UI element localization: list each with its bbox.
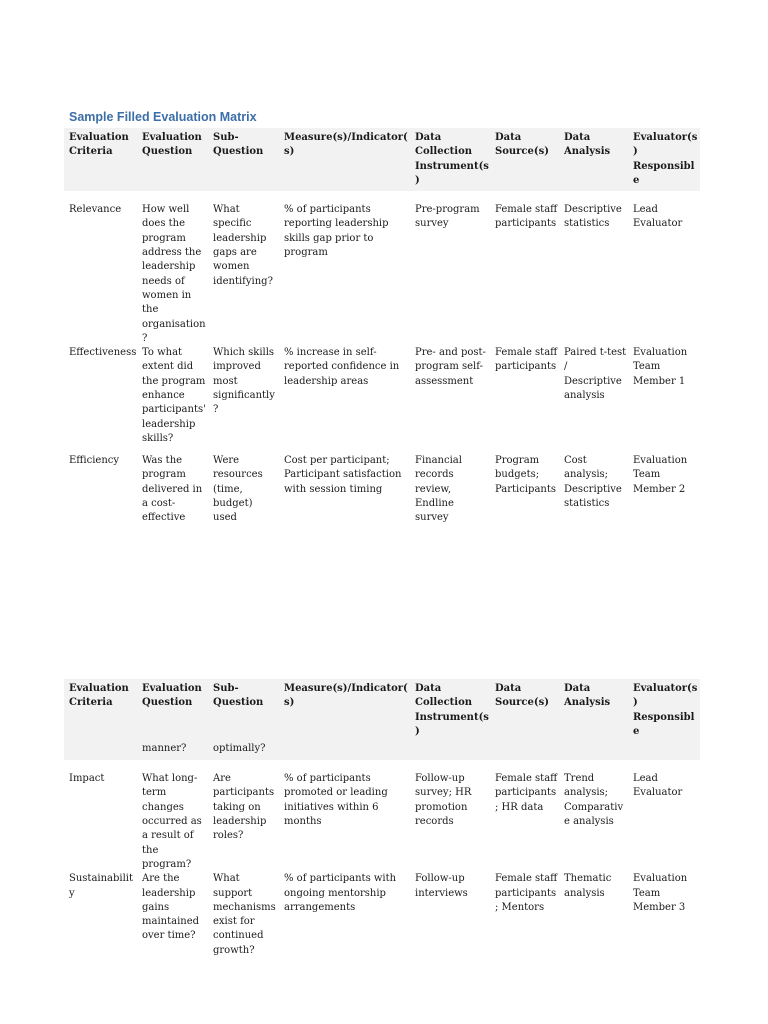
cell-source: Female staff participants; Mentors <box>495 873 558 913</box>
table-header-row <box>64 679 700 742</box>
cell-question: What long-term changes occurred as a result of the program? <box>142 773 202 870</box>
cell-instrument: Follow-up survey; HR promotion records <box>415 773 472 828</box>
header-spacer <box>64 191 700 203</box>
cell-analysis: Thematic analysis <box>564 873 612 899</box>
cell-source: Program budgets; Participants <box>495 455 556 495</box>
cell-source: Female staff participants <box>495 347 558 373</box>
header-evaluation-question: Evaluation Question <box>142 683 202 709</box>
cell-evaluator: Lead Evaluator <box>633 773 683 799</box>
cell-sub-question: Which skills improved most significantly? <box>213 347 275 416</box>
cell-source: Female staff participants; HR data <box>495 773 558 813</box>
cell-measure: % increase in self-reported confidence in leadership areas <box>284 347 400 387</box>
cell-question: Are the leadership gains maintained over time? <box>142 873 200 942</box>
cell-analysis: Trend analysis; Comparative analysis <box>564 773 624 828</box>
header-data-sources: Data Source(s) <box>495 683 549 709</box>
row-spacer <box>64 760 700 772</box>
cell-evaluator: Evaluation Team Member 1 <box>633 347 688 387</box>
header-data-analysis: Data Analysis <box>564 132 611 158</box>
cell-criteria: Relevance <box>69 204 122 216</box>
cell-criteria: Impact <box>69 773 105 785</box>
cell-sub-question: What support mechanisms exist for continued growth? <box>213 873 276 956</box>
cell-measure: % of participants reporting leadership skills gap prior to program <box>284 204 389 259</box>
cell-evaluator: Lead Evaluator <box>633 204 683 230</box>
header-evaluation-question: Evaluation Question <box>142 132 202 158</box>
cell-measure <box>279 742 410 760</box>
cell-question: Was the program delivered in a cost-effective <box>142 455 203 524</box>
cell-evaluator: Evaluation Team Member 2 <box>633 455 688 495</box>
cell-source: Female staff participants <box>495 204 558 230</box>
cell-sub-question: What specific leadership gaps are women identifying? <box>213 204 273 287</box>
table-header-row <box>64 128 700 191</box>
cell-measure: % of participants promoted or leading initiatives within 6 months <box>284 773 388 828</box>
cell-measure: % of participants with ongoing mentorship arrangements <box>284 873 397 913</box>
table-row <box>64 872 700 964</box>
cell-analysis: Paired t-test / Descriptive analysis <box>564 347 627 402</box>
cell-question: manner? <box>137 742 208 760</box>
cell-criteria: Effectiveness <box>69 347 137 359</box>
cell-analysis: Cost analysis; Descriptive statistics <box>564 455 622 510</box>
cell-instrument: Pre- and post-program self-assessment <box>415 347 486 387</box>
table-row-continued <box>64 742 700 760</box>
cell-evaluator: Evaluation Team Member 3 <box>633 873 688 913</box>
header-measures-indicators: Measure(s)/Indicator(s) <box>284 683 408 709</box>
table-row <box>64 772 700 872</box>
cell-evaluator <box>628 742 700 760</box>
cell-source <box>490 742 559 760</box>
cell-criteria: Efficiency <box>69 455 120 467</box>
header-evaluators-responsible: Evaluator(s) Responsible <box>633 132 698 186</box>
cell-question: How well does the program address the leadership needs of women in the organisation? <box>142 204 206 344</box>
header-data-analysis: Data Analysis <box>564 683 611 709</box>
table-row <box>64 346 700 454</box>
cell-sub-question: optimally? <box>208 742 279 760</box>
evaluation-matrix-table <box>64 128 700 526</box>
header-sub-question: Sub-Question <box>213 132 264 158</box>
cell-sub-question: Were resources (time, budget) used <box>213 455 263 524</box>
header-data-collection-instruments: Data Collection Instrument(s) <box>415 132 489 186</box>
header-data-collection-instruments: Data Collection Instrument(s) <box>415 683 489 737</box>
cell-criteria <box>64 742 137 760</box>
cell-analysis: Descriptive statistics <box>564 204 622 230</box>
table-row <box>64 203 700 346</box>
header-data-sources: Data Source(s) <box>495 132 549 158</box>
evaluation-matrix-table-continued <box>64 679 700 964</box>
header-evaluation-criteria: Evaluation Criteria <box>69 683 129 709</box>
cell-instrument: Financial records review, Endline survey <box>415 455 462 524</box>
cell-instrument: Follow-up interviews <box>415 873 468 899</box>
cell-instrument <box>410 742 490 760</box>
header-sub-question: Sub-Question <box>213 683 264 709</box>
cell-question: To what extent did the program enhance participants' leadership skills? <box>142 347 206 444</box>
cell-measure: Cost per participant; Participant satisfaction with session timing <box>284 455 402 495</box>
table-row <box>64 454 700 525</box>
cell-criteria: Sustainability <box>69 873 134 899</box>
header-measures-indicators: Measure(s)/Indicator(s) <box>284 132 408 158</box>
cell-analysis <box>559 742 628 760</box>
header-evaluation-criteria: Evaluation Criteria <box>69 132 129 158</box>
document-title: Sample Filled Evaluation Matrix <box>69 110 257 124</box>
header-evaluators-responsible: Evaluator(s) Responsible <box>633 683 698 737</box>
cell-sub-question: Are participants taking on leadership roles? <box>213 773 275 842</box>
cell-instrument: Pre-program survey <box>415 204 480 230</box>
